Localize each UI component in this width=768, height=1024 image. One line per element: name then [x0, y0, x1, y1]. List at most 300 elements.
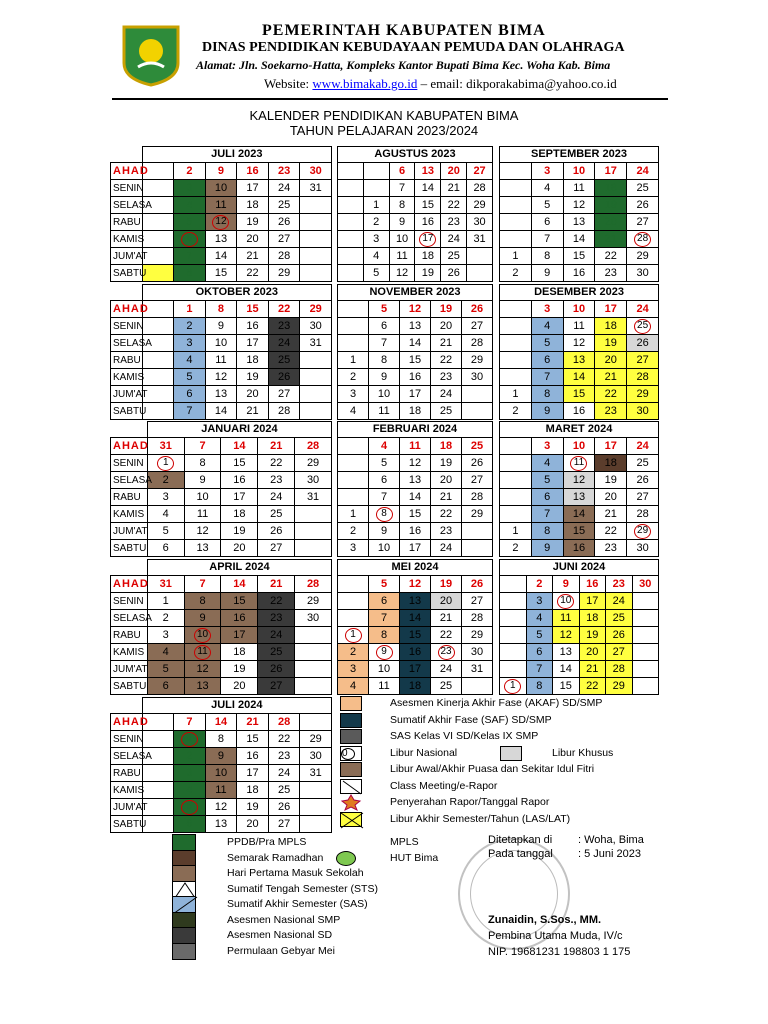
- calendar-day: 30: [467, 214, 493, 231]
- day-name: KAMIS: [111, 369, 143, 386]
- calendar-day: 31: [147, 576, 184, 593]
- calendar-day: 2: [147, 610, 184, 627]
- calendar-day: [500, 576, 527, 593]
- calendar-day: 18: [415, 248, 441, 265]
- month-calendar: [499, 146, 659, 282]
- calendar-day: 13: [205, 386, 237, 403]
- month-title: SEPTEMBER 2023: [500, 147, 659, 163]
- calendar-day: 5: [531, 472, 563, 489]
- calendar-day: 6: [147, 540, 184, 557]
- calendar-day: 10: [563, 438, 595, 455]
- month-calendar: [337, 284, 493, 420]
- calendar-day: 26: [462, 455, 493, 472]
- legend-swatch: [340, 795, 362, 810]
- calendar-day: [300, 386, 332, 403]
- calendar-day: 1: [500, 523, 532, 540]
- calendar-day: 9: [205, 318, 237, 335]
- calendar-day: 13: [400, 593, 431, 610]
- calendar-day: [627, 523, 659, 540]
- calendar-day: 16: [400, 369, 431, 386]
- calendar-day: [467, 248, 493, 265]
- calendar-day: 7: [369, 489, 400, 506]
- calendar-day: [142, 765, 174, 782]
- calendar-day: 5: [369, 301, 400, 318]
- calendar-day: 9: [184, 472, 221, 489]
- calendar-day: 19: [431, 301, 462, 318]
- calendar-title: [0, 108, 768, 138]
- calendar-day: 14: [205, 248, 237, 265]
- calendar-day: 23: [431, 523, 462, 540]
- calendar-day: 19: [595, 197, 627, 214]
- day-name: JUM'AT: [111, 799, 143, 816]
- calendar-day: 4: [174, 197, 206, 214]
- calendar-day: 3: [174, 335, 206, 352]
- calendar-day: 17: [237, 765, 269, 782]
- calendar-day: 13: [563, 352, 595, 369]
- calendar-day: 7: [369, 335, 400, 352]
- calendar-day: 18: [237, 352, 269, 369]
- calendar-day: [300, 714, 332, 731]
- legend-item: [340, 713, 670, 729]
- calendar-day: 29: [295, 593, 332, 610]
- calendar-day: 1: [338, 352, 369, 369]
- calendar-day: 13: [205, 816, 237, 833]
- calendar-day: [295, 644, 332, 661]
- signer-name: Zunaidin, S.Sos., MM.: [488, 914, 602, 926]
- calendar-day: 18: [400, 678, 431, 695]
- legend-item: [340, 729, 670, 745]
- legend-swatch: 0: [340, 746, 362, 761]
- calendar-day: 2: [500, 403, 532, 420]
- calendar-day: 12: [389, 265, 415, 282]
- calendar-day: 13: [563, 214, 595, 231]
- month-calendar: [337, 146, 493, 282]
- month-title: NOVEMBER 2023: [338, 285, 493, 301]
- day-name: SENIN: [111, 731, 143, 748]
- calendar-day: 10: [205, 335, 237, 352]
- calendar-day: [462, 523, 493, 540]
- month-calendar: [499, 559, 659, 695]
- day-name: SELASA: [111, 335, 143, 352]
- calendar-day: 16: [579, 576, 606, 593]
- calendar-day: 2: [338, 369, 369, 386]
- calendar-day: 5: [174, 369, 206, 386]
- calendar-day: 20: [237, 816, 269, 833]
- calendar-day: [431, 644, 462, 661]
- calendar-day: 30: [462, 369, 493, 386]
- month-title: JANUARI 2024: [147, 422, 331, 438]
- calendar-day: [500, 678, 527, 695]
- calendar-day: 17: [221, 489, 258, 506]
- calendar-day: 29: [462, 627, 493, 644]
- calendar-day: 30: [627, 403, 659, 420]
- calendar-day: 26: [441, 265, 467, 282]
- hut-bima-swatch: [336, 851, 356, 866]
- calendar-day: [415, 231, 441, 248]
- letterhead-line2: DINAS PENDIDIKAN KEBUDAYAAN PEMUDA DAN OLAHRAGA: [202, 40, 625, 55]
- day-name: SENIN: [111, 180, 143, 197]
- calendar-day: 21: [237, 403, 269, 420]
- calendar-day: 25: [268, 352, 300, 369]
- calendar-day: 14: [553, 661, 580, 678]
- calendar-day: 3: [363, 231, 389, 248]
- calendar-day: 12: [563, 472, 595, 489]
- calendar-day: [632, 644, 659, 661]
- calendar-day: 12: [563, 197, 595, 214]
- calendar-day: 23: [595, 540, 627, 557]
- calendar-day: 26: [627, 335, 659, 352]
- holiday-circle: 25: [634, 319, 651, 334]
- calendar-day: [500, 593, 527, 610]
- day-name: AHAD: [111, 576, 148, 593]
- calendar-day: 27: [627, 489, 659, 506]
- coat-of-arms-logo: [118, 23, 184, 87]
- calendar-day: 5: [526, 627, 553, 644]
- legend-label: Asesmen Nasional SMP: [227, 913, 341, 926]
- calendar-day: 19: [431, 576, 462, 593]
- day-name: JUM'AT: [111, 523, 148, 540]
- signer-rank: Pembina Utama Muda, IV/c: [488, 930, 623, 942]
- calendar-day: 18: [595, 318, 627, 335]
- calendar-day: 6: [531, 489, 563, 506]
- calendar-day: [500, 369, 532, 386]
- day-name: KAMIS: [111, 644, 148, 661]
- day-name: SABTU: [111, 403, 143, 420]
- calendar-day: [338, 472, 369, 489]
- calendar-day: 24: [268, 335, 300, 352]
- calendar-day: 2: [526, 576, 553, 593]
- calendar-day: [142, 265, 174, 282]
- calendar-day: 27: [467, 163, 493, 180]
- calendar-day: 15: [221, 455, 258, 472]
- calendar-day: 22: [258, 593, 295, 610]
- month-calendar: [499, 284, 659, 420]
- calendar-day: 3: [531, 438, 563, 455]
- calendar-day: 9: [553, 576, 580, 593]
- legend-swatch: [172, 834, 196, 851]
- calendar-day: 2: [147, 472, 184, 489]
- calendar-day: [295, 661, 332, 678]
- calendar-day: [500, 335, 532, 352]
- day-name: SELASA: [111, 472, 148, 489]
- calendar-day: 12: [184, 523, 221, 540]
- day-name: SABTU: [111, 540, 148, 557]
- calendar-day: 22: [268, 301, 300, 318]
- calendar-day: 16: [563, 265, 595, 282]
- calendar-day: 27: [462, 593, 493, 610]
- website-link[interactable]: www.bimakab.go.id: [312, 76, 418, 91]
- calendar-day: 20: [221, 540, 258, 557]
- calendar-day: 4: [531, 180, 563, 197]
- calendar-day: 21: [431, 489, 462, 506]
- day-name: RABU: [111, 352, 143, 369]
- calendar-day: 11: [400, 438, 431, 455]
- calendar-day: 27: [258, 540, 295, 557]
- calendar-day: 25: [268, 782, 300, 799]
- calendar-day: 19: [415, 265, 441, 282]
- title-line2: TAHUN PELAJARAN 2023/2024: [289, 123, 479, 138]
- calendar-day: 7: [531, 506, 563, 523]
- calendar-day: 14: [563, 231, 595, 248]
- calendar-day: 3: [174, 180, 206, 197]
- calendar-day: [338, 231, 364, 248]
- calendar-day: 7: [174, 248, 206, 265]
- calendar-day: 31: [300, 180, 332, 197]
- calendar-day: 21: [441, 180, 467, 197]
- calendar-day: [500, 197, 532, 214]
- calendar-day: [500, 644, 527, 661]
- legend-label: Libur Khusus: [552, 746, 614, 759]
- calendar-day: [174, 799, 206, 816]
- calendar-day: 13: [400, 472, 431, 489]
- calendar-day: [184, 627, 221, 644]
- calendar-day: 11: [389, 248, 415, 265]
- calendar-day: 16: [415, 214, 441, 231]
- calendar-day: [338, 197, 364, 214]
- holiday-circle: 1: [345, 628, 362, 643]
- calendar-day: 29: [268, 265, 300, 282]
- calendar-day: [142, 180, 174, 197]
- calendar-day: 22: [431, 627, 462, 644]
- calendar-day: [142, 816, 174, 833]
- calendar-day: 8: [184, 593, 221, 610]
- calendar-day: 10: [563, 301, 595, 318]
- calendar-day: 26: [462, 301, 493, 318]
- calendar-day: [500, 627, 527, 644]
- calendar-day: 1: [500, 386, 532, 403]
- calendar-day: 24: [268, 765, 300, 782]
- calendar-day: 27: [627, 214, 659, 231]
- calendar-day: 6: [369, 593, 400, 610]
- calendar-day: 30: [300, 748, 332, 765]
- calendar-day: 24: [431, 661, 462, 678]
- calendar-day: 6: [174, 386, 206, 403]
- calendar-day: [500, 506, 532, 523]
- calendar-day: 22: [431, 506, 462, 523]
- header-divider: [112, 98, 668, 100]
- calendar-day: [563, 455, 595, 472]
- calendar-day: 14: [205, 403, 237, 420]
- legend-swatch: [172, 912, 196, 929]
- calendar-day: 15: [205, 265, 237, 282]
- calendar-day: 8: [369, 627, 400, 644]
- calendar-day: 12: [205, 369, 237, 386]
- holiday-circle: 10: [557, 594, 574, 609]
- day-name: AHAD: [111, 301, 143, 318]
- day-name: JUM'AT: [111, 386, 143, 403]
- calendar-day: [462, 540, 493, 557]
- calendar-day: 27: [268, 231, 300, 248]
- calendar-day: 26: [462, 576, 493, 593]
- month-calendar: [110, 421, 332, 557]
- sign-date: Pada tanggal : 5 Juni 2023: [488, 848, 641, 860]
- legend-swatch: [340, 713, 362, 728]
- calendar-day: [142, 782, 174, 799]
- calendar-day: 17: [221, 627, 258, 644]
- calendar-day: 21: [258, 438, 295, 455]
- calendar-day: 18: [400, 403, 431, 420]
- calendar-day: 4: [338, 403, 369, 420]
- month-title: DESEMBER 2023: [500, 285, 659, 301]
- calendar-day: 16: [237, 748, 269, 765]
- holiday-circle: 9: [376, 645, 393, 660]
- calendar-day: 17: [237, 335, 269, 352]
- calendar-day: 31: [295, 489, 332, 506]
- calendar-day: 6: [526, 644, 553, 661]
- calendar-day: 11: [205, 197, 237, 214]
- calendar-day: 2: [338, 644, 369, 661]
- calendar-day: 16: [221, 472, 258, 489]
- calendar-day: 9: [205, 163, 237, 180]
- legend-label: Libur Akhir Semester/Tahun (LAS/LAT): [390, 812, 571, 825]
- calendar-day: 20: [237, 231, 269, 248]
- calendar-day: 31: [147, 438, 184, 455]
- calendar-day: [363, 180, 389, 197]
- calendar-day: 3: [338, 386, 369, 403]
- month-title: FEBRUARI 2024: [338, 422, 493, 438]
- calendar-day: 29: [627, 248, 659, 265]
- calendar-day: 28: [295, 576, 332, 593]
- calendar-day: 21: [595, 369, 627, 386]
- calendar-day: 9: [531, 540, 563, 557]
- calendar-day: [500, 214, 532, 231]
- calendar-day: [184, 644, 221, 661]
- letterhead: [112, 20, 672, 100]
- calendar-day: 27: [606, 644, 633, 661]
- calendar-day: 26: [258, 523, 295, 540]
- legend-label: MPLS: [390, 836, 419, 848]
- calendar-day: 20: [595, 352, 627, 369]
- legend-label: SAS Kelas VI SD/Kelas IX SMP: [390, 730, 539, 742]
- legend-item: [340, 795, 670, 811]
- calendar-day: 14: [563, 506, 595, 523]
- calendar-day: 22: [431, 352, 462, 369]
- calendar-day: 21: [595, 231, 627, 248]
- calendar-day: 15: [563, 523, 595, 540]
- calendar-day: 12: [400, 455, 431, 472]
- calendar-day: 15: [400, 627, 431, 644]
- calendar-day: 28: [268, 714, 300, 731]
- calendar-day: 17: [595, 438, 627, 455]
- calendar-day: 23: [258, 472, 295, 489]
- calendar-day: 24: [441, 231, 467, 248]
- calendar-day: 23: [606, 576, 633, 593]
- calendar-day: [338, 163, 364, 180]
- legend-label: Sumatif Akhir Fase (SAF) SD/SMP: [390, 713, 552, 726]
- calendar-day: 22: [595, 386, 627, 403]
- legend-item: [340, 746, 670, 762]
- calendar-day: [300, 352, 332, 369]
- calendar-day: 3: [526, 593, 553, 610]
- calendar-day: [500, 231, 532, 248]
- legend-item: [340, 762, 670, 778]
- holiday-circle: 28: [634, 232, 651, 247]
- calendar-day: 18: [431, 438, 462, 455]
- calendar-day: [295, 506, 332, 523]
- calendar-day: 29: [462, 506, 493, 523]
- day-name: SENIN: [111, 318, 143, 335]
- calendar-day: 9: [389, 214, 415, 231]
- legend-label: Penyerahan Rapor/Tanggal Rapor: [390, 796, 550, 808]
- calendar-day: 28: [462, 489, 493, 506]
- calendar-day: 5: [531, 197, 563, 214]
- holiday-circle: 11: [194, 645, 211, 660]
- calendar-day: [142, 352, 174, 369]
- calendar-day: 10: [184, 489, 221, 506]
- calendar-day: 19: [595, 472, 627, 489]
- calendar-day: 4: [531, 318, 563, 335]
- calendar-day: [462, 386, 493, 403]
- calendar-day: 2: [500, 540, 532, 557]
- calendar-day: 2: [174, 318, 206, 335]
- calendar-day: 17: [237, 180, 269, 197]
- calendar-day: 18: [595, 455, 627, 472]
- calendar-day: [142, 369, 174, 386]
- legend-swatch: [340, 762, 362, 777]
- calendar-day: 10: [369, 661, 400, 678]
- calendar-day: 4: [369, 438, 400, 455]
- calendar-day: 1: [338, 506, 369, 523]
- calendar-day: 9: [369, 369, 400, 386]
- legend-label: Asesmen Nasional SD: [227, 929, 333, 941]
- calendar-day: 30: [295, 610, 332, 627]
- month-calendar: [110, 697, 332, 833]
- calendar-day: 26: [268, 214, 300, 231]
- calendar-day: [142, 231, 174, 248]
- letterhead-address: Alamat: Jln. Soekarno-Hatta, Kompleks Kantor Bupati Bima Kec. Woha Kab. Bima: [196, 58, 611, 72]
- calendar-day: 26: [258, 661, 295, 678]
- calendar-day: 24: [431, 386, 462, 403]
- calendar-day: 28: [462, 335, 493, 352]
- legend-swatch: [340, 696, 362, 711]
- calendar-day: 21: [431, 335, 462, 352]
- calendar-day: 6: [531, 214, 563, 231]
- calendar-day: 14: [415, 180, 441, 197]
- calendar-day: 2: [174, 748, 206, 765]
- calendar-day: 27: [268, 386, 300, 403]
- calendar-day: 25: [627, 180, 659, 197]
- legend-label: HUT Bima: [390, 851, 439, 864]
- legend-swatch: [172, 927, 196, 944]
- calendar-day: 5: [147, 523, 184, 540]
- calendar-day: 24: [258, 489, 295, 506]
- calendar-day: 23: [595, 403, 627, 420]
- calendar-day: 15: [221, 593, 258, 610]
- calendar-day: 16: [400, 644, 431, 661]
- month-title: MARET 2024: [500, 422, 659, 438]
- calendar-day: 20: [237, 386, 269, 403]
- calendar-day: 6: [147, 678, 184, 695]
- calendar-day: 14: [400, 610, 431, 627]
- calendar-day: 30: [627, 540, 659, 557]
- day-name: AHAD: [111, 163, 143, 180]
- calendar-day: 24: [431, 540, 462, 557]
- calendar-day: 7: [184, 438, 221, 455]
- calendar-day: [500, 352, 532, 369]
- calendar-day: 7: [174, 714, 206, 731]
- calendar-day: 30: [295, 472, 332, 489]
- calendar-day: 3: [147, 489, 184, 506]
- day-name: SELASA: [111, 748, 143, 765]
- calendar-day: 17: [595, 301, 627, 318]
- calendar-day: 4: [338, 678, 369, 695]
- calendar-day: 23: [441, 214, 467, 231]
- calendar-day: 7: [531, 369, 563, 386]
- calendar-day: 26: [606, 627, 633, 644]
- calendar-day: 23: [268, 318, 300, 335]
- day-name: SABTU: [111, 678, 148, 695]
- legend-swatch: [172, 896, 196, 913]
